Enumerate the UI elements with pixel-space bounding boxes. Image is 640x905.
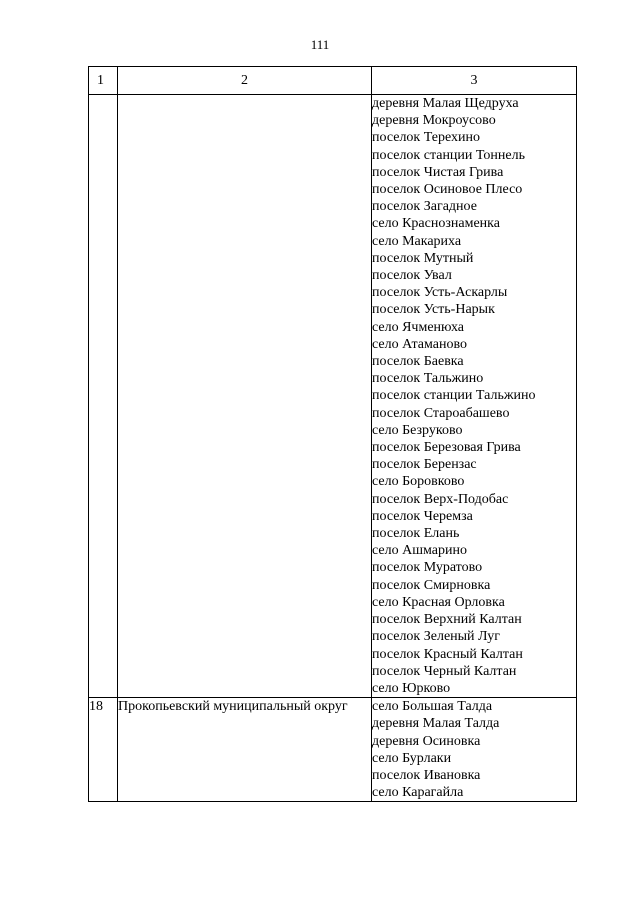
locality-item: село Макариха (372, 233, 462, 249)
locality-item: поселок Березовая Грива (372, 440, 521, 456)
localities-cell (372, 698, 577, 802)
locality-item: поселок Усть-Нарык (372, 302, 495, 318)
locality-item: поселок Елань (372, 526, 460, 542)
locality-item: село Юрково (372, 680, 451, 696)
locality-item: село Безруково (372, 422, 463, 438)
row-number (89, 95, 118, 698)
locality-item: поселок Чистая Грива (372, 164, 504, 180)
locality-item: поселок Загадное (372, 199, 477, 215)
locality-item: поселок станции Тоннель (372, 147, 525, 163)
district-name: Прокопьевский муниципальный округ (118, 698, 372, 802)
locality-item: поселок Мутный (372, 250, 474, 266)
locality-item: поселок Осиновое Плесо (372, 182, 523, 198)
locality-item: поселок Усть-Аскарлы (372, 285, 508, 301)
localities-cell (372, 95, 577, 698)
locality-item: деревня Малая Талда (372, 716, 500, 732)
locality-item: поселок Красный Калтан (372, 646, 523, 662)
locality-item: поселок Верхний Калтан (372, 612, 522, 628)
locality-item: село Ашмарино (372, 543, 467, 559)
locality-item: поселок Баевка (372, 354, 464, 370)
locality-item: поселок Староабашево (372, 405, 510, 421)
locality-item: поселок станции Тальжино (372, 388, 536, 404)
locality-item: село Большая Талда (372, 699, 493, 715)
locality-item: деревня Малая Щедруха (372, 96, 519, 111)
locality-item: поселок Увал (372, 268, 452, 284)
locality-item: село Ячменюха (372, 319, 464, 335)
locality-item: село Боровково (372, 474, 465, 490)
locality-item: поселок Зеленый Луг (372, 629, 500, 645)
table-header-row (89, 67, 577, 95)
locality-item: поселок Черный Калтан (372, 663, 517, 679)
locality-item: поселок Смирновка (372, 577, 491, 593)
locality-item: поселок Ивановка (372, 767, 481, 783)
locality-item: село Красная Орловка (372, 594, 505, 610)
column-header-1: 1 (89, 67, 118, 95)
locality-item: село Карагайла (372, 785, 464, 801)
locality-item: поселок Терехино (372, 130, 480, 146)
row-number: 18 (89, 698, 118, 802)
locality-item: село Бурлаки (372, 750, 452, 766)
column-header-2: 2 (118, 67, 372, 95)
district-name (118, 95, 372, 698)
settlements-table (88, 66, 577, 802)
locality-item: поселок Муратово (372, 560, 483, 576)
table-row (89, 95, 577, 698)
page-number: 111 (310, 37, 330, 52)
locality-item: деревня Мокроусово (372, 113, 496, 129)
locality-item: село Краснознаменка (372, 216, 500, 232)
locality-item: деревня Осиновка (372, 733, 481, 749)
locality-item: поселок Верх-Подобас (372, 491, 509, 507)
table-row (89, 698, 577, 802)
locality-item: поселок Черемза (372, 508, 473, 524)
locality-item: поселок Берензас (372, 457, 477, 473)
locality-item: село Атаманово (372, 336, 467, 352)
locality-item: поселок Тальжино (372, 371, 484, 387)
column-header-3: 3 (372, 67, 577, 95)
